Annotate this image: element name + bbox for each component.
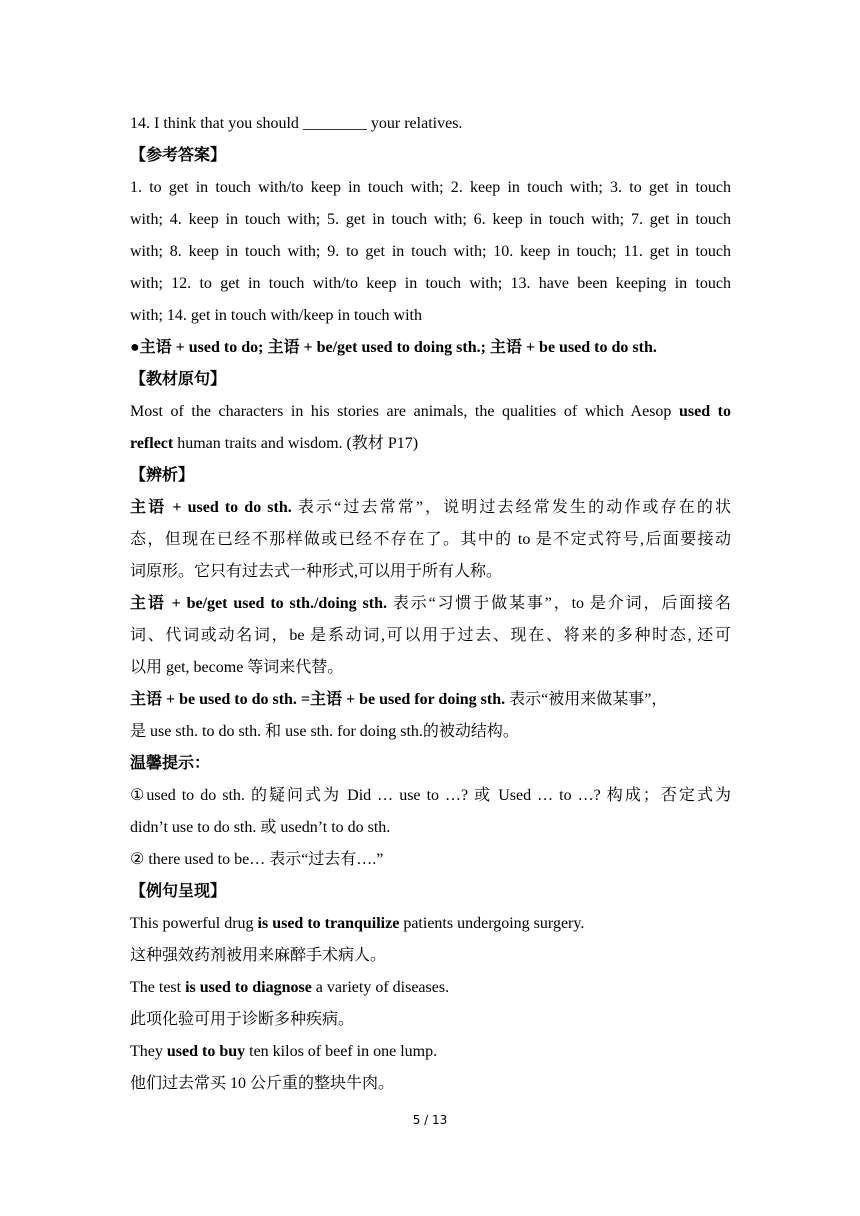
analysis-line: 词原形。它只有过去式一种形式,可以用于所有人称。 (130, 563, 503, 580)
analysis-line: 词、代词或动名词，be 是系动词,可以用于过去、现在、将来的多种时态, 还可 (130, 627, 731, 644)
answer-line: with; 14. get in touch with/keep in touch with (130, 307, 422, 324)
answer-line: with; 12. to get in touch with/to keep in touch with; 13. have been keeping in touch (130, 275, 731, 292)
answer-heading: 【参考答案】 (130, 147, 227, 164)
analysis-line: 主语 + used to do sth. 表示“过去常常”，说明过去经常发生的动作或存在的状 (130, 499, 731, 516)
page-number: 5 / 13 (412, 1113, 448, 1127)
tip-line: ② there used to be… 表示“过去有….” (130, 851, 384, 868)
example-translation: 他们过去常买 10 公斤重的整块牛肉。 (130, 1075, 395, 1092)
example-sentence: They used to buy ten kilos of beef in one lump. (130, 1043, 438, 1060)
analysis-line: 以用 get, become 等词来代替。 (130, 659, 344, 676)
answer-line: with; 8. keep in touch with; 9. to get in touch with; 10. keep in touch; 11. get in touch (130, 243, 731, 260)
analysis-heading: 【辨析】 (130, 467, 195, 484)
analysis-line: 是 use sth. to do sth. 和 use sth. for doing sth.的被动结构。 (130, 723, 519, 740)
answer-line: with; 4. keep in touch with; 5. get in touch with; 6. keep in touch with; 7. get in touch (130, 211, 731, 228)
example-sentence: The test is used to diagnose a variety of diseases. (130, 979, 450, 996)
textbook-sentence-line: Most of the characters in his stories are animals, the qualities of which Aesop used to (130, 403, 732, 420)
tip-line: ①used to do sth. 的疑问式为 Did … use to …? 或 Used … to …? 构成；否定式为 (130, 787, 731, 804)
example-sentence: This powerful drug is used to tranquilize patients undergoing surgery. (130, 915, 585, 932)
analysis-line: 主语 + be used to do sth. =主语 + be used for doing sth. 表示“被用来做某事”， (130, 691, 668, 708)
example-translation: 此项化验可用于诊断多种疾病。 (130, 1011, 355, 1028)
tip-line: didn’t use to do sth. 或 usedn’t to do sth. (130, 819, 391, 836)
analysis-line: 态，但现在已经不那样做或已经不存在了。其中的 to 是不定式符号,后面要接动 (130, 531, 731, 548)
textbook-sentence-line: reflect human traits and wisdom. (教材 P17) (130, 435, 419, 452)
tips-heading: 温馨提示： (130, 755, 211, 772)
textbook-heading: 【教材原句】 (130, 371, 227, 388)
answer-blank: ________ (302, 115, 367, 132)
examples-heading: 【例句呈现】 (130, 883, 227, 900)
topic-heading: ●主语 + used to do; 主语 + be/get used to doing sth.; 主语 + be used to do sth. (130, 339, 657, 356)
answer-line: 1. to get in touch with/to keep in touch with; 2. keep in touch with; 3. to get in touch (130, 179, 731, 196)
analysis-line: 主语 + be/get used to sth./doing sth. 表示“习惯于做某事”，to 是介词，后面接名 (130, 595, 731, 612)
question-14: 14. I think that you should ________ your relatives. (130, 115, 463, 132)
example-translation: 这种强效药剂被用来麻醉手术病人。 (130, 947, 387, 964)
document-body (130, 108, 731, 1100)
